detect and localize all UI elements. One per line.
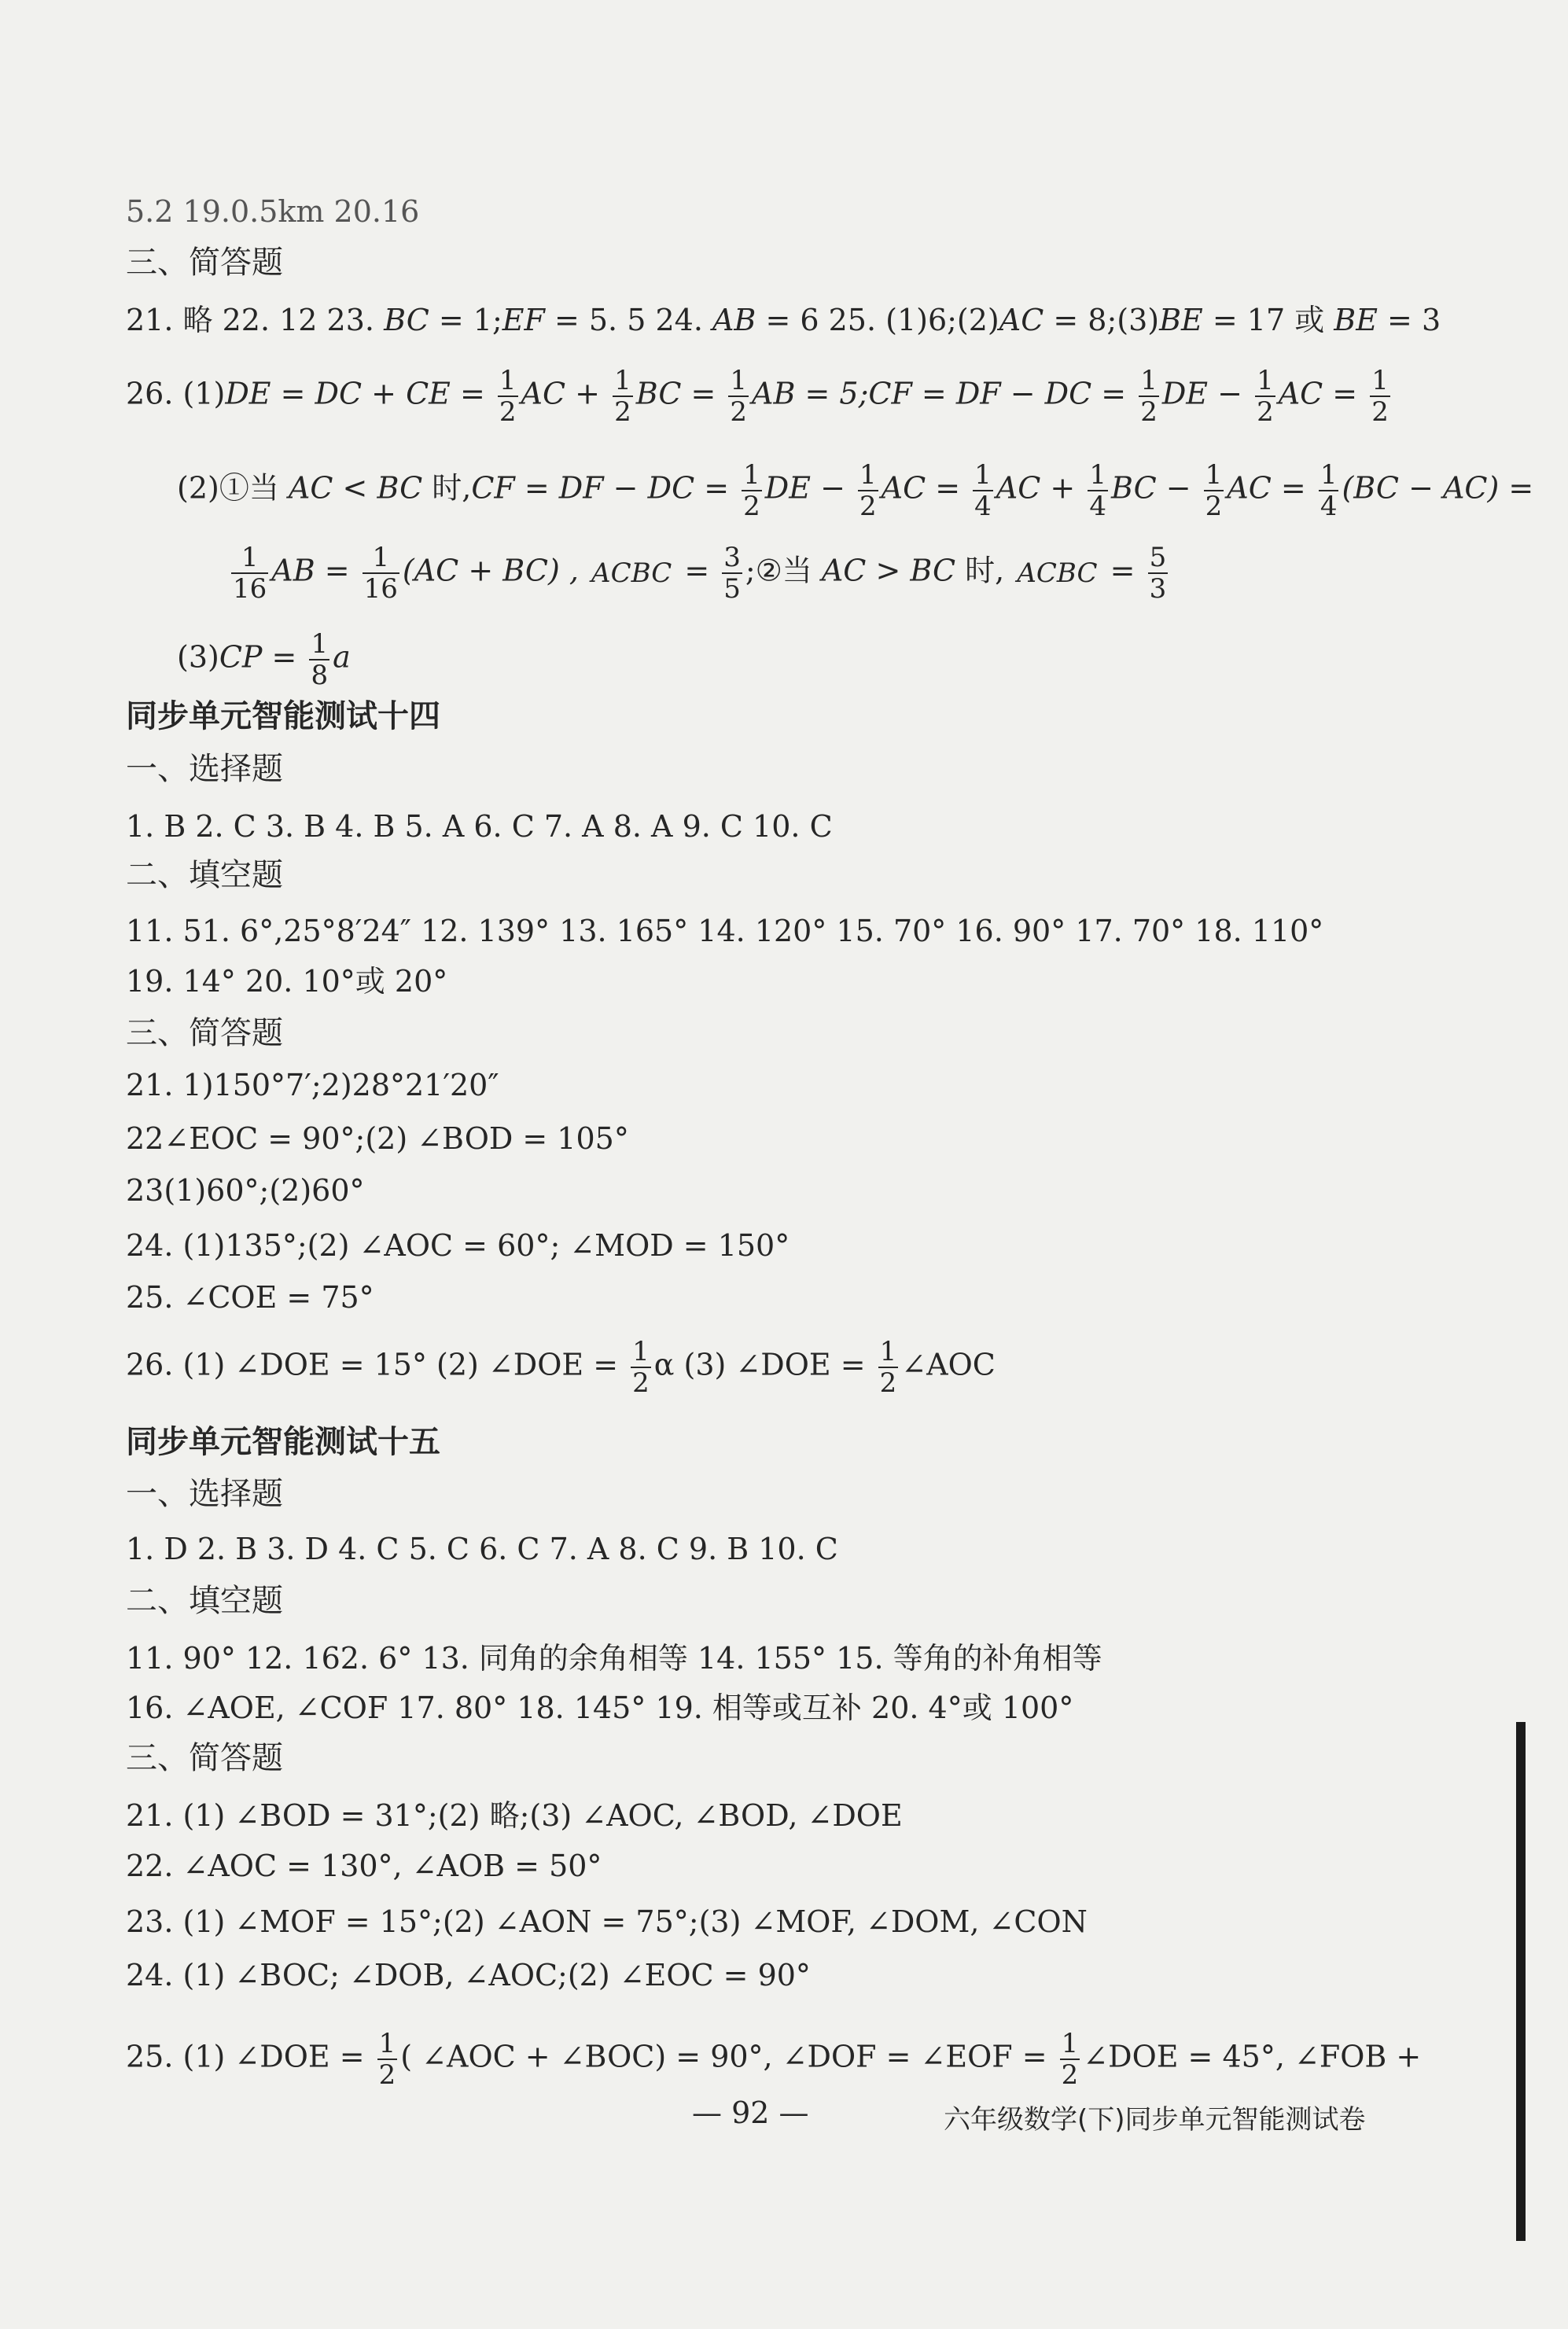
fill-answers-15-b: 16. ∠AOE, ∠COF 17. 80° 18. 145° 19. 相等或互补 20. 4°或 100° [126, 1691, 1074, 1725]
fill-answers-15-a: 11. 90° 12. 162. 6° 13. 同角的余角相等 14. 155° 15. 等角的补角相等 [126, 1641, 1102, 1676]
fraction: $\frac{1}{2}$ [879, 1336, 897, 1399]
section-tiankong: 二、填空题 [126, 857, 283, 893]
fraction: $\frac{1}{2}$ [1371, 365, 1389, 428]
fraction: $\frac{1}{2}$ [1140, 365, 1158, 428]
answer-25: 25. ∠COE = 75° [126, 1280, 374, 1315]
section-jianda: 三、简答题 [126, 1740, 283, 1776]
section-xuanze: 一、选择题 [126, 1476, 283, 1512]
section-tiankong: 二、填空题 [126, 1583, 283, 1619]
fraction: $\frac{1}{2}$ [1257, 365, 1274, 428]
heading-test-14: 同步单元智能测试十四 [126, 698, 440, 734]
section-xuanze: 一、选择题 [126, 751, 283, 787]
line-19-20: 5.2 19.0.5km 20.16 [126, 194, 420, 229]
line-26-2-cont: $\frac{1}{16}$ AB = $\frac{1}{16}$ (AC + BC) , ACBC = $\frac{3}{5}$ ;②当 AC > BC 时, ACBC = $\frac{5}{3}$ [233, 542, 1167, 605]
fraction: $\frac{1}{2}$ [378, 2028, 396, 2091]
fraction: $\frac{1}{2}$ [614, 365, 631, 428]
answer-22: 22∠EOC = 90°;(2) ∠BOD = 105° [126, 1121, 629, 1156]
answer-25-b: 25. (1) ∠DOE = $\frac{1}{2}$ ( ∠AOC + ∠BOC) = 90°, ∠DOF = ∠EOF = $\frac{1}{2}$ ∠DOE = 45°, ∠FOB + [126, 2028, 1422, 2091]
fraction: $\frac{1}{2}$ [730, 365, 748, 428]
line-26-3: (3)CP = $\frac{1}{8}$ a [177, 628, 351, 691]
fraction: ACBC [1017, 557, 1098, 589]
fraction: $\frac{3}{5}$ [723, 542, 741, 605]
answer-24: 24. (1)135°;(2) ∠AOC = 60°; ∠MOD = 150° [126, 1228, 790, 1263]
choice-answers-14: 1. B 2. C 3. B 4. B 5. A 6. C 7. A 8. A 9. C 10. C [126, 809, 833, 844]
fraction: $\frac{1}{4}$ [1089, 459, 1106, 522]
answer-23-b: 23. (1) ∠MOF = 15°;(2) ∠AON = 75°;(3) ∠MOF, ∠DOM, ∠CON [126, 1904, 1088, 1939]
fraction: $\frac{1}{16}$ [363, 542, 398, 605]
choice-answers-15: 1. D 2. B 3. D 4. C 5. C 6. C 7. A 8. C 9. B 10. C [126, 1532, 838, 1566]
line-21-25: 21. 略 22. 12 23. BC = 1;EF = 5. 5 24. AB = 6 25. (1)6;(2)AC = 8;(3)BE = 17 或 BE = 3 [126, 303, 1441, 337]
answer-26: 26. (1) ∠DOE = 15° (2) ∠DOE = $\frac{1}{2}$ α (3) ∠DOE = $\frac{1}{2}$ ∠AOC [126, 1336, 996, 1399]
fraction: ACBC [591, 557, 672, 589]
fraction: $\frac{1}{2}$ [743, 459, 760, 522]
fraction: $\frac{1}{2}$ [1205, 459, 1223, 522]
fraction: $\frac{1}{2}$ [859, 459, 877, 522]
fraction: $\frac{5}{3}$ [1149, 542, 1167, 605]
fill-answers-14-a: 11. 51. 6°,25°8′24″ 12. 139° 13. 165° 14. 120° 15. 70° 16. 90° 17. 70° 18. 110° [126, 914, 1324, 948]
scan-edge-shadow [1516, 1722, 1526, 2241]
answer-22-b: 22. ∠AOC = 130°, ∠AOB = 50° [126, 1849, 602, 1883]
line-26-1: 26. (1)DE = DC + CE = $\frac{1}{2}$ AC + $\frac{1}{2}$ BC = $\frac{1}{2}$ AB = 5;CF = DF − DC = $\frac{1}{2}$ DE − $\frac{1}{2}$ AC = $\frac{1}{2}$ [126, 365, 1389, 428]
fraction: $\frac{1}{8}$ [311, 628, 329, 691]
book-title: 六年级数学(下)同步单元智能测试卷 [944, 2104, 1366, 2136]
fraction: $\frac{1}{16}$ [233, 542, 267, 605]
heading-test-15: 同步单元智能测试十五 [126, 1424, 440, 1460]
answer-24-b: 24. (1) ∠BOC; ∠DOB, ∠AOC;(2) ∠EOC = 90° [126, 1958, 811, 1992]
section-jianda: 三、简答题 [126, 245, 283, 281]
answer-21: 21. 1)150°7′;2)28°21′20″ [126, 1068, 499, 1102]
fraction: $\frac{1}{4}$ [974, 459, 992, 522]
fraction: $\frac{1}{4}$ [1320, 459, 1338, 522]
fraction: $\frac{1}{2}$ [499, 365, 517, 428]
fraction: $\frac{1}{2}$ [1061, 2028, 1079, 2091]
fraction: $\frac{1}{2}$ [632, 1336, 650, 1399]
line-26-2: (2)①当 AC < BC 时,CF = DF − DC = $\frac{1}{2}$ DE − $\frac{1}{2}$ AC = $\frac{1}{4}$ AC + $\frac{1}{4}$ BC − $\frac{1}{2}$ AC = $\frac{1}{4}$ (BC − AC) = [177, 459, 1534, 522]
page-number: — 92 — [692, 2095, 809, 2130]
answer-21-b: 21. (1) ∠BOD = 31°;(2) 略;(3) ∠AOC, ∠BOD, ∠DOE [126, 1798, 903, 1833]
fill-answers-14-b: 19. 14° 20. 10°或 20° [126, 964, 448, 999]
answer-23: 23(1)60°;(2)60° [126, 1173, 365, 1208]
section-jianda: 三、简答题 [126, 1015, 283, 1051]
